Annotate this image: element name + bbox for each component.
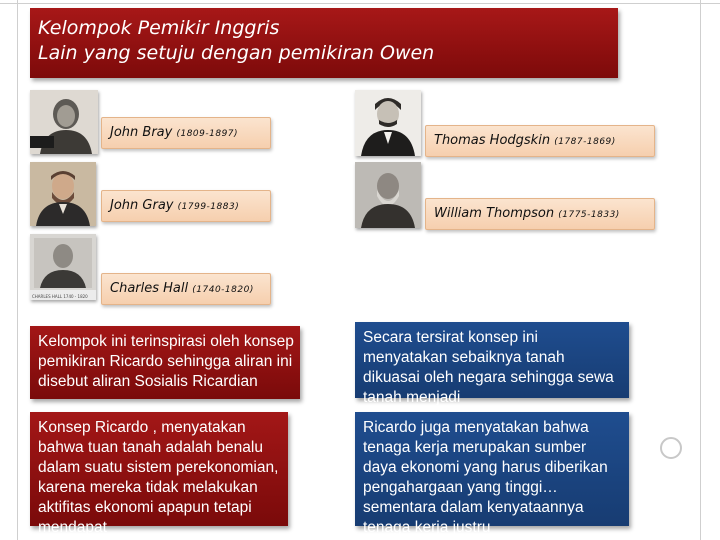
thinker-name: Thomas Hodgskin [434,133,551,148]
thinker-years: (1787-1869) [554,137,616,147]
name-box-john-gray [101,190,271,222]
ricardo-concept-box: Konsep Ricardo , menyatakan bahwa tuan tanah adalah benalu dalam suatu sistem perekonomian, karena mereka tidak melakukan aktifitas ekonomi apapun tetapi mendapat [30,412,288,526]
thinker-name: John Bray [110,125,173,140]
thinker-years: (1809-1897) [176,129,239,139]
slide-title [30,8,618,78]
thinker-years: (1799-1883) [177,202,240,212]
frame-line-top [0,3,720,4]
name-box-john-bray [101,117,271,149]
thinker-name: William Thompson [434,206,555,221]
portrait-charles-hall [30,234,96,300]
portrait-john-gray [30,162,96,226]
frame-line-right [700,0,701,540]
thinker-years: (1775-1833) [558,210,620,220]
name-box-william-thompson [425,198,655,230]
title-line-2: Lain yang setuju dengan pemikiran Owen [38,42,435,64]
name-box-charles-hall [101,273,271,305]
portrait-john-bray [30,90,98,154]
thinker-name: Charles Hall [110,281,189,296]
labor-value-box: Ricardo juga menyatakan bahwa tenaga kerja merupakan sumber daya ekonomi yang harus diberikan pengahargaan yang tinggi…sementara dalam kenyataannya tenaga kerja justru [355,412,629,526]
portrait-thomas-hodgskin [355,90,421,156]
slide-nav-dot-icon [660,437,682,459]
portrait-william-thompson [355,162,421,228]
land-ownership-box: Secara tersirat konsep ini menyatakan sebaiknya tanah dikuasai oleh negara sehingga sewa tanah menjadi [355,322,629,398]
frame-line-left [17,0,18,540]
thinker-years: (1740-1820) [192,285,254,295]
title-line-1: Kelompok Pemikir Inggris [38,17,280,39]
name-box-thomas-hodgskin [425,125,655,157]
ricardian-inspiration-box: Kelompok ini terinspirasi oleh konsep pemikiran Ricardo sehingga aliran ini disebut aliran Sosialis Ricardian [30,326,300,399]
thinker-name: John Gray [110,198,174,213]
portrait-caption: CHARLES HALL 1740 - 1820 [32,294,88,299]
